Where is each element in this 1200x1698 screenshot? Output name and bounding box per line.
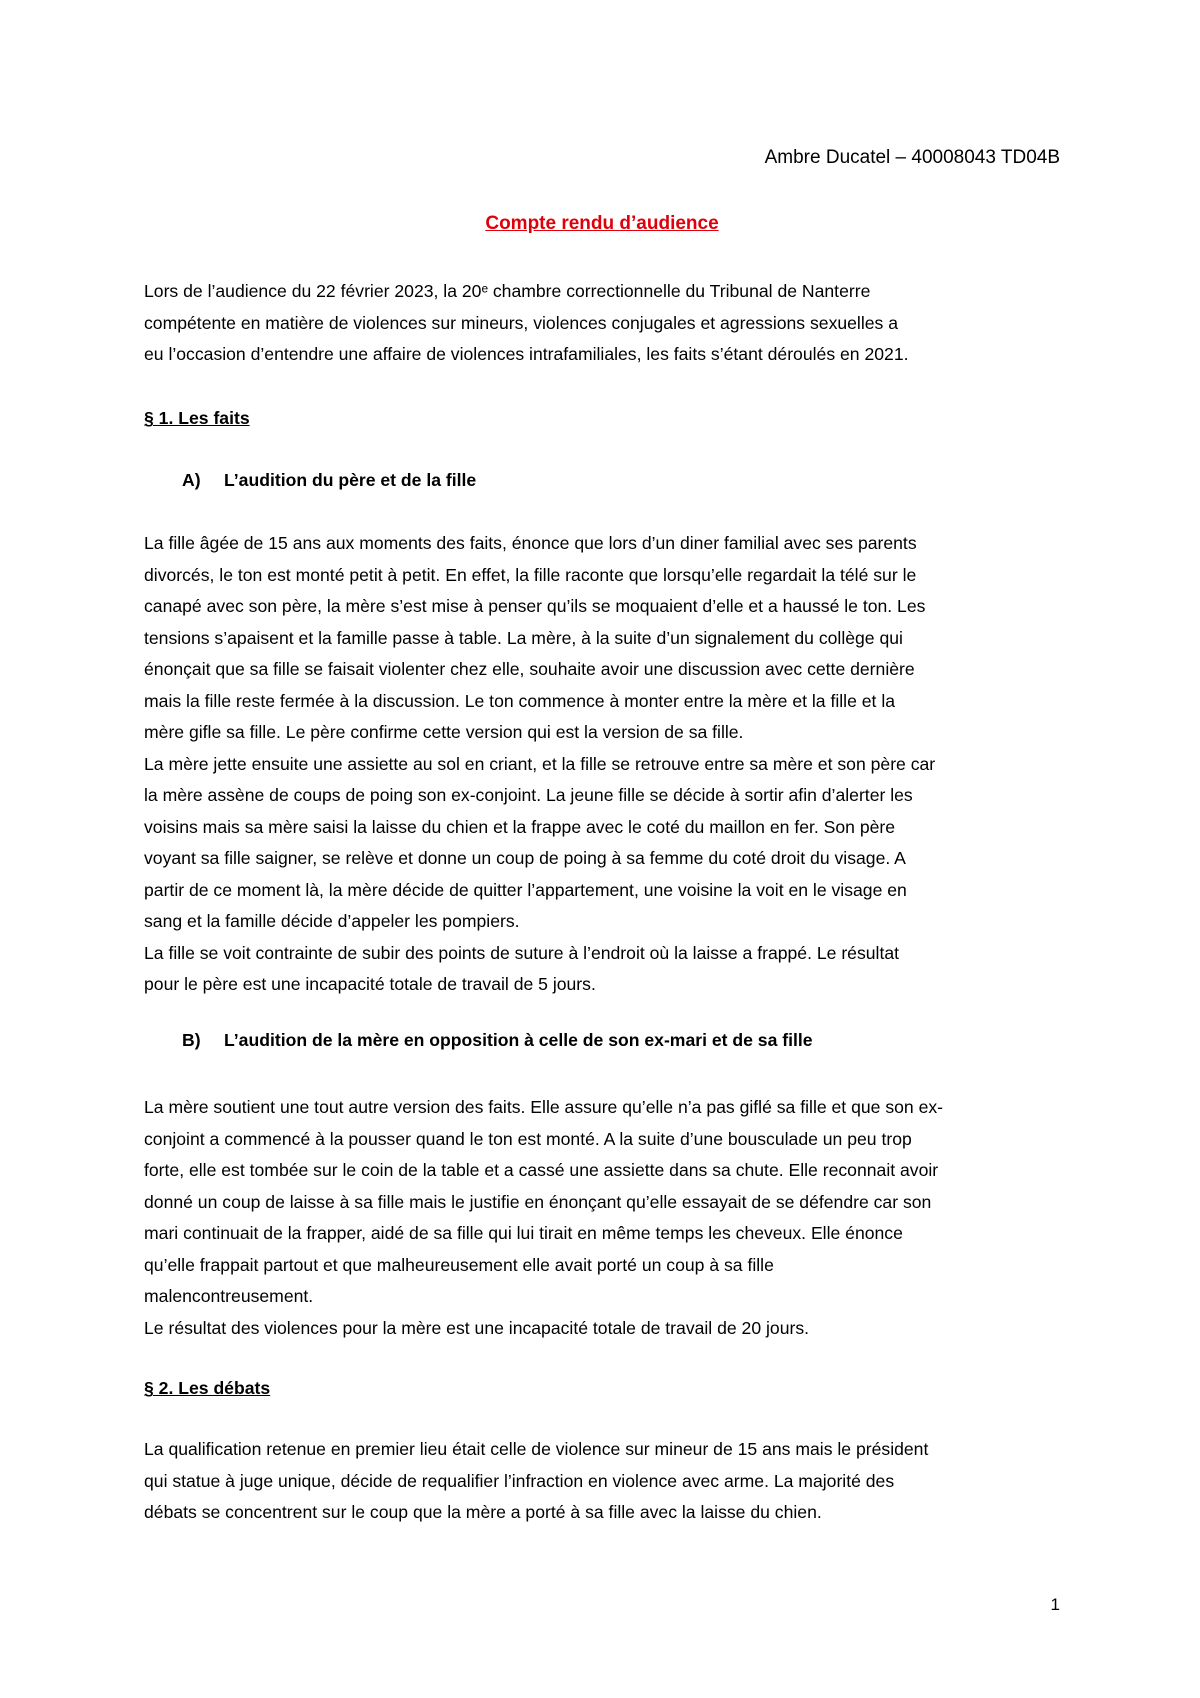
text-line: voyant sa fille saigner, se relève et donne un coup de poing à sa femme du coté droit du visage. A [144, 848, 906, 868]
text-line: sang et la famille décide d’appeler les pompiers. [144, 911, 520, 931]
author-line: Ambre Ducatel – 40008043 TD04B [764, 147, 1060, 168]
text-line: Le résultat des violences pour la mère est une incapacité totale de travail de 20 jours. [144, 1317, 810, 1338]
section-1-heading: § 1. Les faits [144, 408, 250, 428]
text-line: conjoint a commencé à la pousser quand le ton est monté. A la suite d’une bousculade un peu trop [144, 1128, 912, 1149]
text-line: Lors de l’audience du 22 février 2023, la 20ᵉ chambre correctionnelle du Tribunal de Nanterre [144, 281, 871, 301]
text-line: La fille se voit contrainte de subir des points de suture à l’endroit où la laisse a frappé. Le résultat [144, 942, 900, 963]
subsection-b-heading [182, 1028, 813, 1052]
text-line: débats se concentrent sur le coup que la mère a porté à sa fille avec la laisse du chien. [144, 1502, 822, 1522]
text-line: malencontreusement. [144, 1286, 314, 1306]
text-line: énonçait que sa fille se faisait violenter chez elle, souhaite avoir une discussion avec cette dernière [144, 659, 915, 679]
text-line: mère gifle sa fille. Le père confirme cette version qui est la version de sa fille. [144, 722, 744, 742]
text-line: voisins mais sa mère saisi la laisse du chien et la frappe avec le coté du maillon en fer. Son père [144, 816, 896, 837]
text-line: la mère assène de coups de poing son ex-conjoint. La jeune fille se décide à sortir afin d’alerter les [144, 785, 913, 805]
subsection-a-title: L’audition du père et de la fille [224, 470, 477, 490]
text-line: mais la fille reste fermée à la discussion. Le ton commence à monter entre la mère et la fille et la [144, 690, 896, 711]
document-title: Compte rendu d’audience [485, 213, 719, 234]
text-line: eu l’occasion d’entendre une affaire de violences intrafamiliales, les faits s’étant déroulés en 2021. [144, 344, 909, 364]
text-line: divorcés, le ton est monté petit à petit. En effet, la fille raconte que lorsqu’elle regardait la télé sur le [144, 564, 917, 585]
paragraph-debats [144, 1434, 1060, 1529]
subsection-a-heading [182, 468, 476, 492]
text-line: qu’elle frappait partout et que malheureusement elle avait porté un coup à sa fille [144, 1254, 774, 1275]
text-line: mari continuait de la frapper, aidé de sa fille qui lui tirait en même temps les cheveux. Elle énonce [144, 1223, 903, 1243]
text-line: La fille âgée de 15 ans aux moments des faits, énonce que lors d’un diner familial avec ses parents [144, 533, 917, 553]
paragraph-b [144, 1092, 1060, 1344]
text-line: La qualification retenue en premier lieu était celle de violence sur mineur de 15 ans mais le président [144, 1439, 929, 1459]
text-line: donné un coup de laisse à sa fille mais le justifie en énonçant qu’elle essayait de se défendre car son [144, 1191, 932, 1212]
section-2-heading: § 2. Les débats [144, 1378, 271, 1398]
page-number: 1 [1050, 1595, 1060, 1614]
text-line: pour le père est une incapacité totale de travail de 5 jours. [144, 974, 596, 994]
intro-paragraph [144, 276, 1060, 371]
text-line: canapé avec son père, la mère s’est mise à penser qu’ils se moquaient d’elle et a haussé le ton. Les [144, 596, 926, 616]
text-line: partir de ce moment là, la mère décide de quitter l’appartement, une voisine la voit en le visage en [144, 879, 907, 900]
text-line: La mère soutient une tout autre version des faits. Elle assure qu’elle n’a pas giflé sa fille et que son ex- [144, 1097, 944, 1117]
text-line: tensions s’apaisent et la famille passe à table. La mère, à la suite d’un signalement du collège qui [144, 627, 903, 648]
subsection-b-letter: B) [182, 1030, 201, 1050]
text-line: qui statue à juge unique, décide de requalifier l’infraction en violence avec arme. La majorité des [144, 1470, 895, 1491]
text-line: compétente en matière de violences sur mineurs, violences conjugales et agressions sexuelles a [144, 312, 899, 333]
subsection-b-title: L’audition de la mère en opposition à celle de son ex-mari et de sa fille [224, 1030, 813, 1050]
text-line: forte, elle est tombée sur le coin de la table et a cassé une assiette dans sa chute. Elle reconnait avoir [144, 1160, 939, 1180]
text-line: La mère jette ensuite une assiette au sol en criant, et la fille se retrouve entre sa mère et son père car [144, 753, 936, 774]
subsection-a-letter: A) [182, 470, 201, 490]
paragraph-a [144, 528, 1060, 1001]
